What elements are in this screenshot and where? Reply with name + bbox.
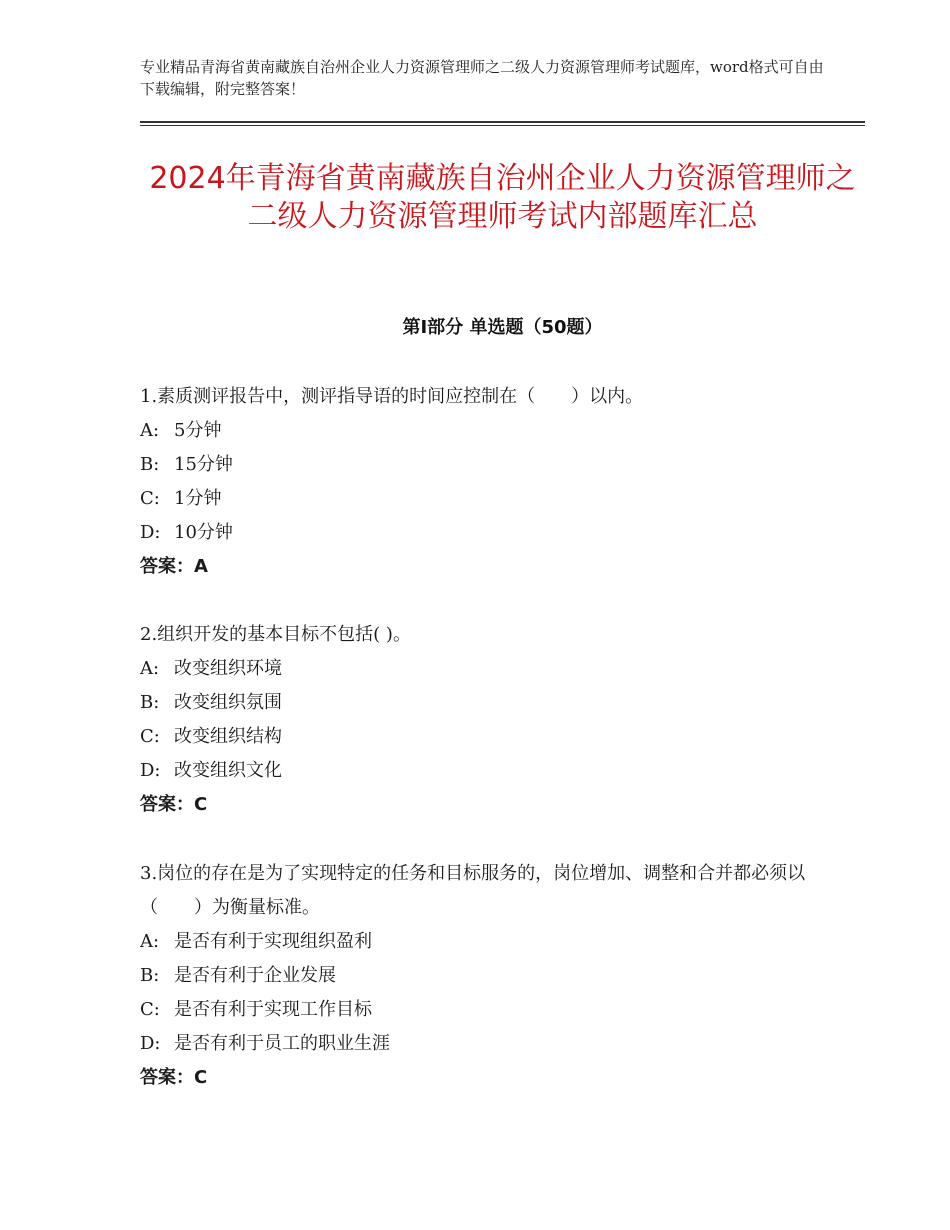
- header-note: 专业精品青海省黄南藏族自治州企业人力资源管理师之二级人力资源管理师考试题库，word格式可自由下载编辑，附完整答案！: [140, 58, 824, 98]
- question-stem: 3.岗位的存在是为了实现特定的任务和目标服务的，岗位增加、调整和合并都必须以（ ）为衡量标准。: [140, 863, 806, 918]
- option-key: C:: [140, 726, 160, 747]
- question-1: [140, 380, 820, 584]
- option-key: A:: [140, 931, 160, 952]
- option-c: [140, 482, 820, 516]
- option-b: [140, 448, 820, 482]
- option-text: 改变组织氛围: [174, 692, 282, 713]
- option-key: D:: [140, 760, 161, 781]
- option-text: 5分钟: [174, 420, 222, 441]
- answer-label: 答案：A: [140, 556, 208, 577]
- option-text: 改变组织结构: [174, 726, 282, 747]
- option-c: [140, 993, 820, 1027]
- option-key: B:: [140, 692, 160, 713]
- option-d: [140, 1027, 820, 1061]
- option-key: D:: [140, 522, 161, 543]
- answer-label: 答案：C: [140, 1067, 208, 1088]
- document-title: 2024年青海省黄南藏族自治州企业人力资源管理师之二级人力资源管理师考试内部题库汇总: [149, 161, 856, 234]
- option-text: 10分钟: [174, 522, 233, 543]
- option-b: [140, 959, 820, 993]
- option-text: 是否有利于企业发展: [174, 965, 336, 986]
- section-title: 第Ⅰ部分 单选题（50题）: [402, 317, 603, 338]
- option-key: A:: [140, 658, 160, 679]
- option-c: [140, 720, 820, 754]
- option-key: C:: [140, 999, 160, 1020]
- option-text: 15分钟: [174, 454, 233, 475]
- option-d: [140, 516, 820, 550]
- option-key: D:: [140, 1033, 161, 1054]
- option-text: 是否有利于员工的职业生涯: [174, 1033, 390, 1054]
- option-text: 改变组织环境: [174, 658, 282, 679]
- option-key: B:: [140, 454, 160, 475]
- option-a: [140, 925, 820, 959]
- question-stem: 1.素质测评报告中，测评指导语的时间应控制在（ ）以内。: [140, 386, 644, 407]
- option-d: [140, 754, 820, 788]
- question-3: [140, 857, 820, 1095]
- option-key: C:: [140, 488, 160, 509]
- option-b: [140, 686, 820, 720]
- option-key: A:: [140, 420, 160, 441]
- option-a: [140, 414, 820, 448]
- option-text: 改变组织文化: [174, 760, 282, 781]
- header-divider-thin: [140, 125, 865, 126]
- option-text: 是否有利于实现组织盈利: [174, 931, 372, 952]
- option-key: B:: [140, 965, 160, 986]
- option-text: 是否有利于实现工作目标: [174, 999, 372, 1020]
- option-a: [140, 652, 820, 686]
- answer-label: 答案：C: [140, 794, 208, 815]
- header-divider-thick: [140, 121, 865, 123]
- question-2: [140, 618, 820, 822]
- option-text: 1分钟: [174, 488, 222, 509]
- question-stem: 2.组织开发的基本目标不包括( )。: [140, 624, 411, 645]
